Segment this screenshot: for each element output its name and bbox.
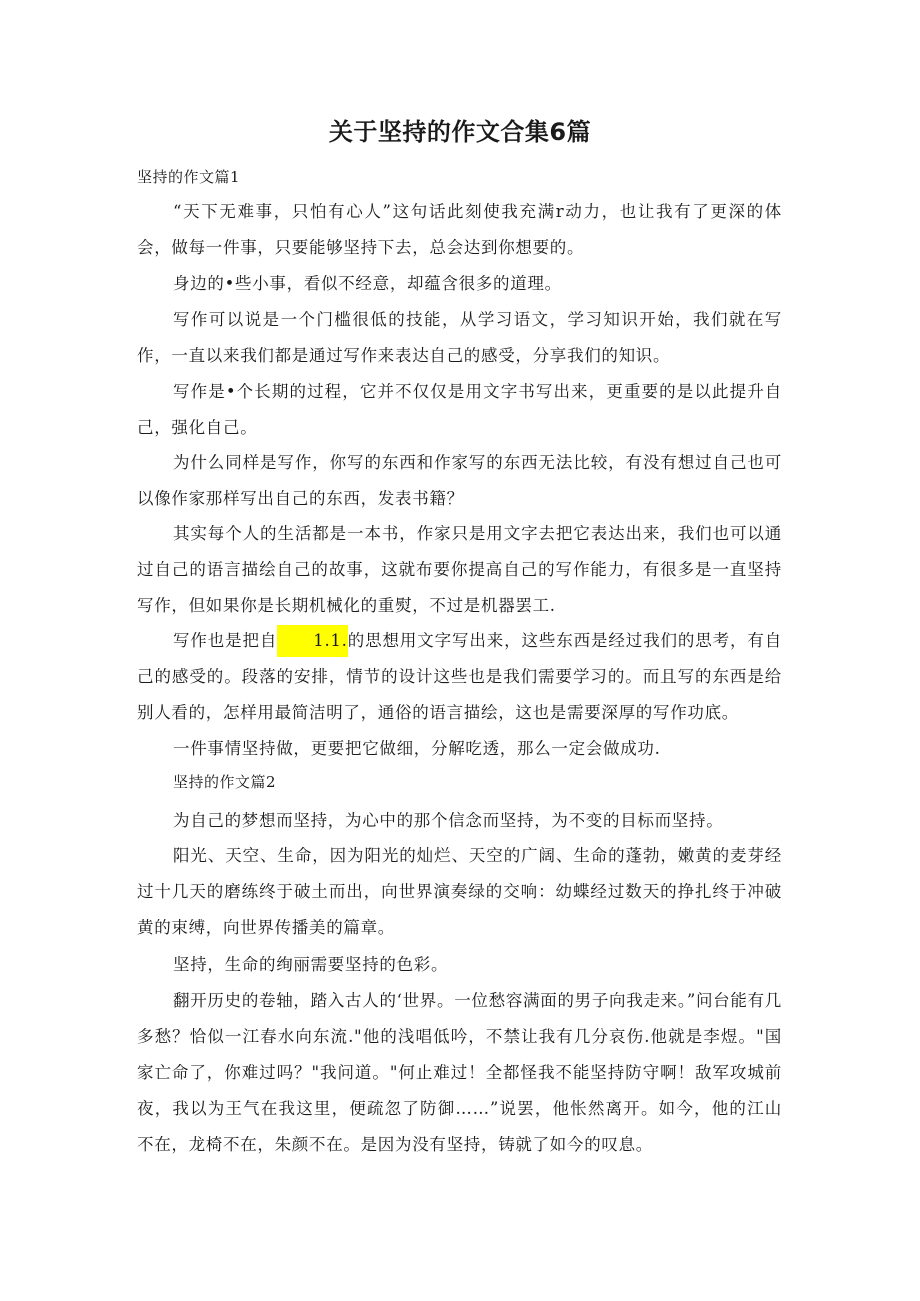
paragraph-7-start: 写作也是把自 [173, 631, 278, 650]
paragraph-5: 为什么同样是写作，你写的东西和作家写的东西无法比较，有没有想过自己也可以像作家那样写出自己的东西，发表书籍？ [137, 453, 782, 508]
paragraph-9: 为自己的梦想而坚持，为心中的那个信念而坚持，为不变的目标而坚持。 [173, 811, 724, 830]
paragraph-6: 其实每个人的生活都是一本书，作家只是用文字去把它表达出来，我们也可以通过自己的语言描绘自己的故事，这就布要你提高自己的写作能力，有很多是一直坚持写作，但如果你是长期机械化的重熨，不过是机器罢工. [137, 524, 782, 615]
section-heading-1: 坚持的作文篇1 [137, 168, 241, 186]
paragraph-11: 坚持，生命的绚丽需要坚持的色彩。 [173, 955, 449, 974]
paragraph-7 [137, 623, 782, 731]
paragraph-7-rest: 的思想用文字写出来，这些东西是经过我们的思考，有自己的感受的。段落的安排，情节的设计这些也是我们需要学习的。而且写的东西是给别人看的，怎样用最简洁明了，通俗的语言描绘，这也是需要深厚的写作功底。 [137, 631, 782, 722]
paragraph-4: 写作是•个长期的过程，它并不仅仅是用文字书写出来，更重要的是以此提升自己，强化自己。 [137, 382, 782, 437]
paragraph-2: 身边的•些小事，看似不经意，却蕴含很多的道理。 [173, 274, 562, 293]
document-title: 关于坚持的作文合集6篇 [328, 118, 592, 146]
paragraph-3: 写作可以说是一个门槛很低的技能，从学习语文，学习知识开始，我们就在写作，一直以来我们都是通过写作来表达自己的感受，分享我们的知识。 [137, 310, 782, 365]
section-heading-2: 坚持的作文篇2 [173, 773, 277, 791]
paragraph-12: 翻开历史的卷轴，踏入古人的‘世界。一位愁容满面的男子向我走来。”问台能有几多愁？恰似一江春水向东流."他的浅唱低吟，不禁让我有几分哀伤.他就是李煜。"国家亡命了，你难过吗？"我问道。"何止难过！全都怪我不能坚持防守啊！敌军攻城前夜，我以为王气在我这里，便疏忽了防御……”说罢，他怅然离开。如今，他的江山不在，龙椅不在，朱颜不在。是因为没有坚持，铸就了如今的叹息。 [137, 991, 782, 1154]
highlighted-text: 1.1. [277, 625, 347, 657]
paragraph-8: 一件事情坚持做，更要把它做细，分解吃透，那么一定会做成功. [173, 739, 661, 758]
paragraph-1: “天下无难事，只怕有心人”这句话此刻使我充满r动力，也让我有了更深的体会，做每一件事，只要能够坚持下去，总会达到你想要的。 [137, 202, 782, 257]
paragraph-10: 阳光、天空、生命，因为阳光的灿烂、天空的广阔、生命的蓬勃，嫩黄的麦芽经过十几天的磨练终于破土而出，向世界演奏绿的交响：幼蝶经过数天的挣扎终于冲破黄的束缚，向世界传播美的篇章。 [137, 846, 782, 937]
